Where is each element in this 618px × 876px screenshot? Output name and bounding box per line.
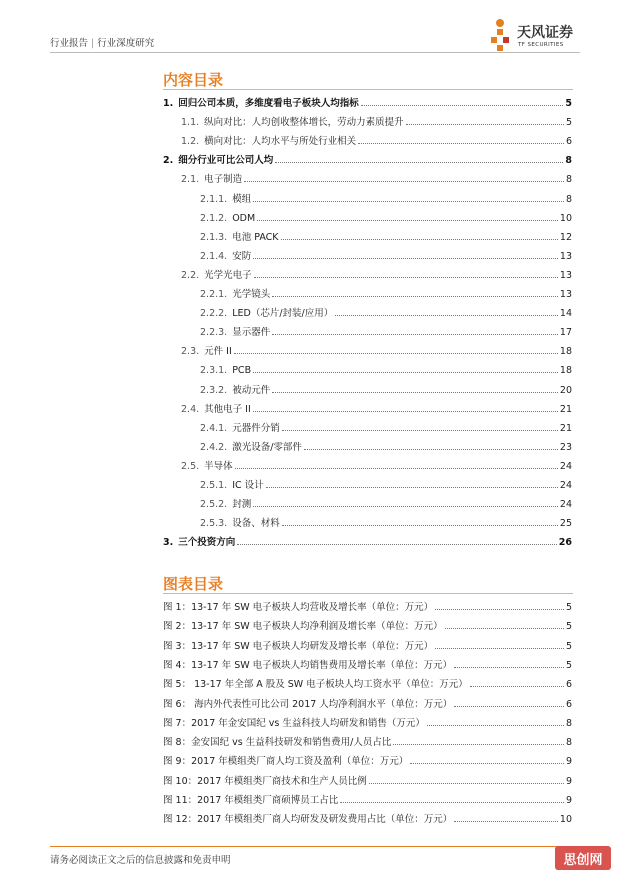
toc-item-label	[163, 95, 359, 109]
toc-item-label	[163, 534, 235, 548]
figure-item-page: 6	[565, 698, 572, 710]
figure-leader-dots	[454, 821, 558, 822]
brand-logo	[487, 18, 587, 54]
toc-leader-dots	[406, 124, 564, 125]
figure-item[interactable]	[163, 753, 572, 767]
toc-item-number: 3.	[163, 537, 174, 549]
toc-item-label	[200, 229, 279, 243]
figure-leader-dots	[410, 763, 564, 764]
figure-item[interactable]	[163, 618, 572, 632]
figures-title: 图表目录	[163, 575, 224, 593]
figure-item[interactable]	[163, 676, 572, 690]
toc-item-page: 12	[559, 231, 572, 243]
toc-item-text: 光学光电子	[204, 269, 252, 281]
toc-item[interactable]	[163, 362, 572, 376]
figure-item-page: 5	[565, 621, 572, 633]
toc-item-number: 2.1.	[181, 174, 200, 186]
figure-item[interactable]	[163, 773, 572, 787]
toc-item-number: 2.1.4.	[200, 250, 228, 262]
toc-item-number: 2.1.2.	[200, 212, 228, 224]
toc-item-number: 2.4.1.	[200, 422, 228, 434]
figure-item-page: 9	[565, 795, 572, 806]
toc-item-number: 2.5.	[181, 460, 200, 472]
figure-item-page: 8	[565, 717, 572, 729]
toc-leader-dots	[244, 181, 564, 182]
toc-item-text: 半导体	[204, 460, 233, 472]
toc-item-label	[181, 343, 232, 357]
header-separator: |	[91, 38, 95, 49]
toc-item-page: 21	[559, 403, 572, 415]
toc-item-page: 10	[559, 212, 572, 224]
toc-item-text: 显示器件	[232, 327, 271, 339]
toc-item-label	[181, 458, 233, 472]
toc-item-label	[163, 152, 273, 166]
toc-item-label	[200, 191, 251, 205]
toc-leader-dots	[304, 449, 558, 450]
toc-item[interactable]	[163, 152, 572, 166]
toc-item-label	[200, 420, 280, 434]
brand-mark-icon	[487, 18, 513, 52]
toc-item-label	[200, 382, 270, 396]
toc-item-page: 21	[559, 422, 572, 434]
toc-item-label	[200, 213, 255, 224]
toc-item[interactable]	[163, 534, 572, 548]
toc-item-number: 1.1.	[181, 117, 200, 129]
figure-item[interactable]	[163, 696, 572, 710]
figure-item-label: 图 9：2017 年模组类厂商人均工资及盈利（单位：万元）	[163, 756, 409, 768]
toc-item-number: 2.2.3.	[200, 327, 228, 339]
toc-item-text: 激光设备/零部件	[232, 441, 302, 453]
figure-item-page: 9	[565, 775, 572, 787]
toc-item-text: PCB	[232, 365, 252, 377]
toc-leader-dots	[253, 201, 564, 202]
figure-item-label: 图 7：2017 年金安国纪 vs 生益科技人均研发和销售（万元）	[163, 717, 425, 729]
toc-item-label	[200, 496, 251, 510]
toc-leader-dots	[266, 487, 558, 488]
figure-item-label: 图 1：13-17 年 SW 电子板块人均营收及增长率（单位：万元）	[163, 602, 434, 613]
toc-item-text: 回归公司本质，多维度看电子板块人均指标	[178, 98, 359, 109]
toc-item-text: 纵向对比：人均创收整体增长，劳动力素质提升	[204, 117, 404, 129]
figure-item[interactable]	[163, 599, 572, 613]
figure-item-label: 图 6： 海内外代表性可比公司 2017 人均净利润水平（单位：万元）	[163, 698, 453, 710]
toc-item-number: 2.5.3.	[200, 518, 228, 530]
toc-leader-dots	[254, 277, 558, 278]
figure-item[interactable]	[163, 715, 572, 729]
toc-item-page: 17	[559, 327, 572, 339]
toc-item-text: 模组	[232, 193, 252, 205]
toc-item-page: 14	[559, 308, 572, 320]
toc-item-text: LED（芯片/封装/应用）	[232, 308, 334, 320]
toc-leader-dots	[335, 315, 558, 316]
figure-item[interactable]	[163, 792, 572, 806]
toc-item-text: 电子制造	[204, 174, 243, 186]
toc-item[interactable]	[163, 133, 572, 147]
toc-leader-dots	[235, 468, 558, 469]
toc-leader-dots	[257, 220, 558, 221]
toc-item-label	[200, 324, 270, 338]
figure-item-page: 10	[559, 814, 572, 826]
toc-leader-dots	[272, 296, 558, 297]
figure-leader-dots	[340, 802, 564, 803]
toc-leader-dots	[253, 411, 558, 412]
toc-item-label	[200, 515, 280, 529]
toc-item-number: 2.	[163, 155, 174, 167]
toc-item[interactable]	[163, 343, 572, 357]
toc-item[interactable]	[163, 420, 572, 434]
toc-item[interactable]	[163, 286, 572, 300]
toc-item-page: 24	[559, 480, 572, 491]
figure-leader-dots	[454, 667, 564, 668]
toc-item-label	[200, 248, 251, 262]
toc-item-number: 2.3.2.	[200, 384, 228, 396]
toc-leader-dots	[275, 162, 563, 163]
figure-item-page: 5	[565, 659, 572, 671]
figure-item-page: 8	[565, 737, 572, 749]
toc-leader-dots	[234, 353, 558, 354]
toc-leader-dots	[253, 258, 558, 259]
toc-item-number: 2.3.1.	[200, 365, 228, 377]
footer-rule	[50, 846, 580, 847]
toc-item-page: 18	[559, 346, 572, 358]
toc-item-page: 8	[565, 193, 572, 205]
toc-item[interactable]	[163, 458, 572, 472]
toc-item-page: 8	[565, 174, 572, 186]
toc-item[interactable]	[163, 248, 572, 262]
toc-item-number: 2.3.	[181, 346, 200, 358]
toc-leader-dots	[361, 105, 564, 106]
toc-item-text: 光学镜头	[232, 289, 271, 300]
toc-item[interactable]	[163, 496, 572, 510]
toc-item-text: IC 设计	[232, 480, 264, 491]
toc-item[interactable]	[163, 114, 572, 128]
figure-item-page: 5	[565, 640, 572, 652]
toc-item-text: 三个投资方向	[178, 537, 236, 549]
toc-leader-dots	[272, 334, 558, 335]
toc-item-page: 13	[559, 250, 572, 262]
figure-leader-dots	[445, 628, 564, 629]
toc-leader-dots	[358, 143, 564, 144]
figure-item[interactable]	[163, 734, 572, 748]
figure-leader-dots	[369, 783, 564, 784]
toc-item-label	[181, 133, 356, 147]
toc-item-label	[200, 439, 302, 453]
toc-item-number: 2.2.1.	[200, 289, 228, 300]
toc-item-text: 被动元件	[232, 384, 271, 396]
toc-title: 内容目录	[163, 71, 224, 89]
toc-item-page: 18	[559, 365, 572, 377]
toc-item-number: 1.	[163, 98, 174, 109]
toc-item-page: 13	[559, 289, 572, 300]
toc-item-text: 安防	[232, 250, 252, 262]
header-subcategory: 行业深度研究	[97, 38, 155, 49]
toc-item-label	[200, 305, 333, 319]
figure-item-label: 图 5： 13-17 年全部 A 股及 SW 电子板块人均工资水平（单位：万元）	[163, 679, 468, 691]
figure-item[interactable]	[163, 657, 572, 671]
toc-item-label	[200, 286, 270, 300]
figure-item-page: 5	[565, 602, 572, 613]
toc-item[interactable]	[163, 210, 572, 224]
toc-item-page: 26	[558, 537, 572, 549]
toc-item-number: 2.5.1.	[200, 480, 228, 491]
toc-item[interactable]	[163, 477, 572, 491]
toc-item-label	[181, 267, 252, 281]
toc-item-number: 2.2.	[181, 269, 200, 281]
toc-item-text: 设备、材料	[232, 518, 280, 530]
toc-item-page: 24	[559, 499, 572, 511]
toc-item-number: 1.2.	[181, 136, 200, 148]
toc-item-label	[200, 365, 251, 376]
toc-item[interactable]	[163, 95, 572, 109]
toc-item-page: 20	[559, 384, 572, 396]
brand-name: 天风证券	[517, 25, 573, 41]
toc-item-text: 细分行业可比公司人均	[178, 155, 274, 167]
toc-item-page: 24	[559, 460, 572, 472]
toc-item-text: 其他电子 II	[204, 403, 251, 415]
toc-item-text: 封测	[232, 499, 252, 511]
toc-item[interactable]	[163, 401, 572, 415]
figure-leader-dots	[435, 609, 564, 610]
toc-item-label	[181, 171, 242, 185]
toc-item[interactable]	[163, 171, 572, 185]
figure-leader-dots	[470, 686, 564, 687]
footer-disclaimer: 请务必阅读正文之后的信息披露和免责申明	[50, 855, 231, 866]
toc-item-number: 2.1.3.	[200, 231, 228, 243]
toc-item[interactable]	[163, 324, 572, 338]
toc-item-text: 元器件分销	[232, 422, 280, 434]
toc-item-page: 13	[559, 269, 572, 281]
figure-leader-dots	[454, 706, 564, 707]
toc-item[interactable]	[163, 191, 572, 205]
toc-item-number: 2.5.2.	[200, 499, 228, 511]
toc-item-page: 5	[565, 117, 572, 129]
figure-item-label: 图 2：13-17 年 SW 电子板块人均净利润及增长率（单位：万元）	[163, 621, 443, 633]
page-header	[0, 0, 618, 56]
toc-item-page: 8	[565, 155, 572, 167]
figure-item[interactable]	[163, 638, 572, 652]
toc-leader-dots	[281, 239, 558, 240]
toc-item-page: 23	[559, 441, 572, 453]
toc-item-page: 6	[565, 136, 572, 148]
figure-item-label: 图 8：金安国纪 vs 生益科技研发和销售费用/人员占比	[163, 737, 392, 749]
toc-leader-dots	[253, 506, 558, 507]
toc-item-number: 2.1.1.	[200, 193, 228, 205]
toc-item-text: 横向对比：人均水平与所处行业相关	[204, 136, 357, 148]
site-badge: 思创网	[555, 846, 611, 870]
toc-item-number: 2.2.2.	[200, 308, 228, 320]
toc-item[interactable]	[163, 229, 572, 243]
toc-item-text: 元件 II	[204, 346, 232, 358]
toc-item[interactable]	[163, 305, 572, 319]
figure-item[interactable]	[163, 811, 572, 825]
figure-item-label: 图 11：2017 年模组类厂商硕博员工占比	[163, 795, 339, 806]
figure-item-page: 9	[565, 756, 572, 768]
brand-name-en: TF SECURITIES	[518, 42, 564, 48]
toc-item[interactable]	[163, 267, 572, 281]
toc-title-rule	[163, 89, 573, 90]
figure-item-page: 6	[565, 679, 572, 691]
figure-leader-dots	[427, 725, 564, 726]
toc-item-page: 5	[565, 98, 572, 109]
toc-item-number: 2.4.	[181, 403, 200, 415]
toc-item[interactable]	[163, 439, 572, 453]
toc-leader-dots	[237, 544, 557, 545]
figure-leader-dots	[435, 648, 564, 649]
figure-item-label: 图 10：2017 年模组类厂商技术和生产人员比例	[163, 775, 367, 787]
toc-leader-dots	[282, 525, 558, 526]
figure-item-label: 图 3：13-17 年 SW 电子板块人均研发及增长率（单位：万元）	[163, 640, 434, 652]
toc-item-label	[181, 401, 251, 415]
toc-item[interactable]	[163, 382, 572, 396]
figures-title-rule	[163, 593, 573, 594]
toc-item-number: 2.4.2.	[200, 441, 228, 453]
toc-item-text: ODM	[232, 212, 256, 224]
figure-item-label: 图 12：2017 年模组类厂商人均研发及研发费用占比（单位：万元）	[163, 814, 453, 826]
header-category: 行业报告	[50, 38, 89, 49]
toc-item-text: 电池 PACK	[232, 231, 279, 243]
toc-item-page: 25	[559, 518, 572, 530]
figure-leader-dots	[393, 744, 564, 745]
toc-leader-dots	[272, 392, 558, 393]
toc-item-label	[181, 114, 404, 128]
figure-item-label: 图 4：13-17 年 SW 电子板块人均销售费用及增长率（单位：万元）	[163, 659, 453, 671]
toc-item[interactable]	[163, 515, 572, 529]
toc-leader-dots	[253, 372, 558, 373]
header-category-text	[50, 35, 154, 49]
toc-leader-dots	[282, 430, 558, 431]
toc-item-label	[200, 477, 264, 491]
